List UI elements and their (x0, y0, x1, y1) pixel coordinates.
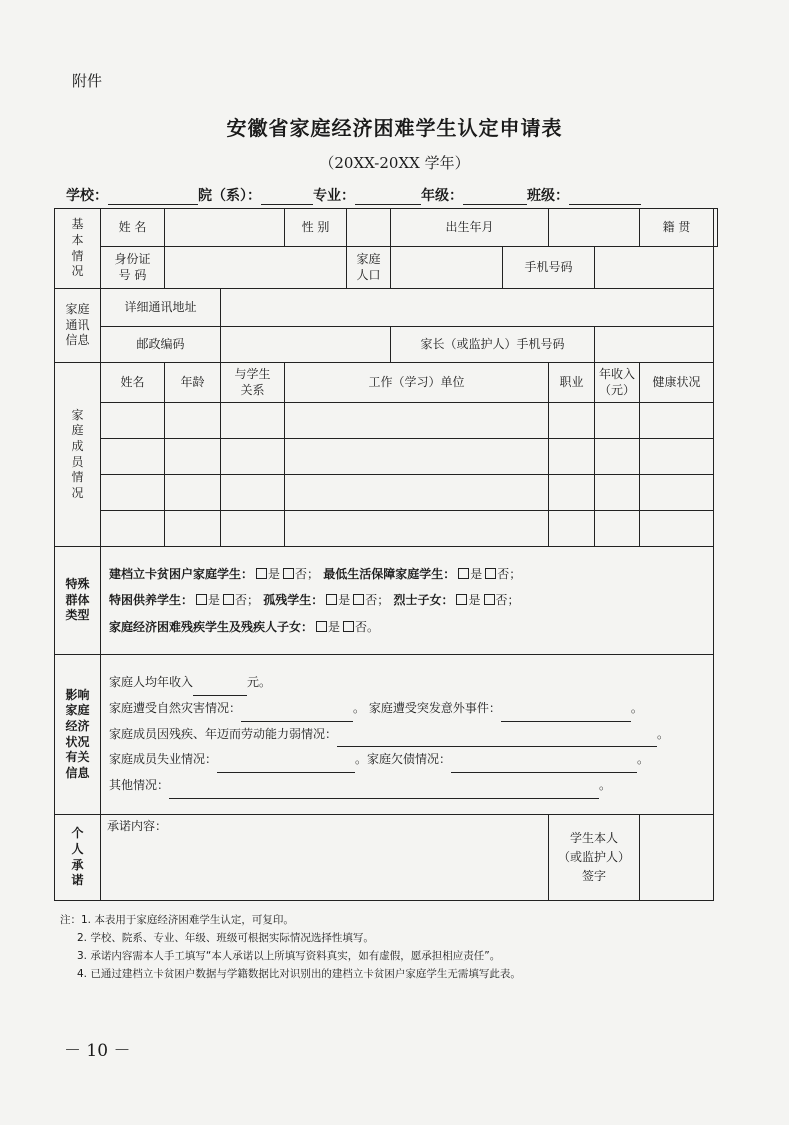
orphan-disabled-no-checkbox[interactable] (353, 594, 364, 605)
member-health-cell[interactable] (640, 475, 714, 511)
promise-content-label: 承诺内容： (107, 819, 168, 833)
college-field[interactable] (261, 190, 313, 205)
poverty-file-label: 建档立卡贫困户家庭学生： (109, 566, 254, 581)
special-support-no-checkbox[interactable] (223, 594, 234, 605)
mobile-label: 手机号码 (503, 247, 595, 289)
native-place-label: 籍 贯 (640, 209, 714, 247)
min-living-no-checkbox[interactable] (485, 568, 496, 579)
col-job: 职业 (549, 363, 595, 403)
member-job-cell[interactable] (549, 439, 595, 475)
special-line-2: 特困供养学生： 是 否； 孤残学生： 是 否； 烈士子女： 是 否； (109, 593, 520, 608)
martyr-children-label: 烈士子女： (393, 593, 454, 608)
orphan-disabled-yes-checkbox[interactable] (326, 594, 337, 605)
name-cell[interactable] (165, 209, 285, 247)
id-card-label: 身份证 号 码 (101, 247, 165, 289)
native-place-cell[interactable] (714, 209, 718, 247)
other-label: 其他情况： (109, 778, 170, 793)
member-relation-cell[interactable] (221, 475, 285, 511)
major-label: 专业： (313, 188, 355, 204)
poverty-file-yes-checkbox[interactable] (256, 568, 267, 579)
attachment-label: 附件 (72, 72, 103, 90)
section-family-members: 家 庭 成 员 情 况 (55, 363, 101, 547)
col-relation: 与学生 关系 (221, 363, 285, 403)
unemployment-field[interactable] (217, 759, 355, 773)
note-4: 4. 已通过建档立卡贫困户数据与学籍数据比对识别出的建档立卡贫困户家庭学生无需填写此表。 (77, 967, 521, 980)
martyr-children-yes-checkbox[interactable] (456, 594, 467, 605)
member-work-cell[interactable] (285, 511, 549, 547)
unemployment-label: 家庭成员失业情况： (109, 752, 218, 767)
class-field[interactable] (569, 190, 641, 205)
disabled-student-label: 家庭经济困难残疾学生及残疾人子女： (109, 619, 314, 634)
signature-label: 学生本人 （或监护人） 签字 (549, 815, 640, 901)
col-name: 姓名 (101, 363, 165, 403)
orphan-disabled-label: 孤残学生： (263, 593, 324, 608)
name-label: 姓 名 (101, 209, 165, 247)
poverty-file-no-checkbox[interactable] (283, 568, 294, 579)
special-line-1: 建档立卡贫困户家庭学生： 是 否； 最低生活保障家庭学生： 是 否； (109, 566, 522, 581)
member-income-cell[interactable] (595, 475, 640, 511)
gender-label: 性 别 (285, 209, 347, 247)
school-year: （20XX-20XX 学年） (319, 154, 470, 172)
accident-label: 家庭遭受突发意外事件： (368, 700, 501, 715)
member-relation-cell[interactable] (221, 403, 285, 439)
birth-label: 出生年月 (391, 209, 549, 247)
disaster-label: 家庭遭受自然灾害情况： (109, 700, 242, 715)
grade-field[interactable] (463, 190, 527, 205)
col-income: 年收入 （元） (595, 363, 640, 403)
income-field[interactable] (193, 682, 247, 696)
member-name-cell[interactable] (101, 475, 165, 511)
major-field[interactable] (355, 190, 421, 205)
member-relation-cell[interactable] (221, 511, 285, 547)
school-field[interactable] (108, 190, 198, 205)
address-cell[interactable] (221, 289, 714, 327)
mobile-cell[interactable] (595, 247, 714, 289)
min-living-yes-checkbox[interactable] (458, 568, 469, 579)
accident-field[interactable] (501, 708, 631, 722)
member-age-cell[interactable] (165, 511, 221, 547)
disaster-field[interactable] (241, 708, 353, 722)
section-influence-info: 影响 家庭 经济 状况 有关 信息 (55, 655, 101, 815)
member-income-cell[interactable] (595, 439, 640, 475)
member-work-cell[interactable] (285, 403, 549, 439)
school-label: 学校： (66, 188, 108, 204)
grade-label: 年级： (421, 188, 463, 204)
page-number: － 10 － (64, 1041, 131, 1061)
member-row (55, 475, 718, 511)
member-age-cell[interactable] (165, 403, 221, 439)
special-support-label: 特困供养学生： (109, 593, 194, 608)
member-job-cell[interactable] (549, 511, 595, 547)
member-health-cell[interactable] (640, 403, 714, 439)
member-name-cell[interactable] (101, 511, 165, 547)
member-work-cell[interactable] (285, 439, 549, 475)
debt-field[interactable] (451, 759, 637, 773)
application-form-table (54, 208, 718, 901)
disabled-student-no-checkbox[interactable] (343, 621, 354, 632)
disabled-student-yes-checkbox[interactable] (316, 621, 327, 632)
debt-label: 家庭欠债情况： (367, 752, 452, 767)
member-row (55, 439, 718, 475)
special-groups-content (101, 547, 714, 655)
gender-cell[interactable] (347, 209, 391, 247)
col-work: 工作（学习）单位 (285, 363, 549, 403)
col-health: 健康状况 (640, 363, 714, 403)
influence-content: 家庭人均年收入 元。 家庭遭受自然灾害情况： 。 家庭遭受突发意外事件： 。 家庭成员因残疾、年迈而劳动能力弱情况： 。 家庭成员失业情况： 。家庭欠债情况： 。 其他情况： 。 (101, 655, 714, 815)
disability-field[interactable] (337, 733, 657, 747)
household-label: 家庭 人口 (347, 247, 391, 289)
notes (60, 912, 521, 983)
special-line-3: 家庭经济困难残疾学生及残疾人子女： 是 否。 (109, 619, 380, 634)
member-name-cell[interactable] (101, 439, 165, 475)
promise-content-cell[interactable] (101, 815, 549, 901)
disability-label: 家庭成员因残疾、年迈而劳动能力弱情况： (109, 726, 338, 741)
col-age: 年龄 (165, 363, 221, 403)
member-name-cell[interactable] (101, 403, 165, 439)
section-contact-info: 家庭 通讯 信息 (55, 289, 101, 363)
guardian-phone-label: 家长（或监护人）手机号码 (391, 327, 595, 363)
address-label: 详细通讯地址 (101, 289, 221, 327)
section-special-groups: 特殊 群体 类型 (55, 547, 101, 655)
member-income-cell[interactable] (595, 403, 640, 439)
martyr-children-no-checkbox[interactable] (484, 594, 495, 605)
note-2: 2. 学校、院系、专业、年级、班级可根据实际情况选择性填写。 (77, 931, 374, 944)
income-label: 家庭人均年收入 (109, 675, 194, 689)
member-job-cell[interactable] (549, 475, 595, 511)
birth-cell[interactable] (549, 209, 640, 247)
household-cell[interactable] (391, 247, 503, 289)
member-work-cell[interactable] (285, 475, 549, 511)
member-row (55, 403, 718, 439)
member-health-cell[interactable] (640, 511, 714, 547)
member-row (55, 511, 718, 547)
member-age-cell[interactable] (165, 475, 221, 511)
member-relation-cell[interactable] (221, 439, 285, 475)
postcode-cell[interactable] (221, 327, 391, 363)
header-fields (66, 185, 641, 205)
member-age-cell[interactable] (165, 439, 221, 475)
note-3: 3. 承诺内容需本人手工填写“本人承诺以上所填写资料真实，如有虚假，愿承担相应责任”。 (77, 949, 501, 962)
note-1: 注：1. 本表用于家庭经济困难学生认定，可复印。 (60, 914, 294, 926)
min-living-label: 最低生活保障家庭学生： (323, 566, 456, 581)
special-support-yes-checkbox[interactable] (196, 594, 207, 605)
section-basic-info: 基 本 情 况 (55, 209, 101, 289)
id-card-cell[interactable] (165, 247, 347, 289)
section-personal-promise: 个 人 承 诺 (55, 815, 101, 901)
member-income-cell[interactable] (595, 511, 640, 547)
member-job-cell[interactable] (549, 403, 595, 439)
other-field[interactable] (169, 785, 599, 799)
postcode-label: 邮政编码 (101, 327, 221, 363)
signature-cell[interactable] (640, 815, 714, 901)
guardian-phone-cell[interactable] (595, 327, 714, 363)
class-label: 班级： (527, 188, 569, 204)
member-health-cell[interactable] (640, 439, 714, 475)
form-title: 安徽省家庭经济困难学生认定申请表 (226, 116, 563, 140)
college-label: 院（系）： (198, 188, 261, 204)
